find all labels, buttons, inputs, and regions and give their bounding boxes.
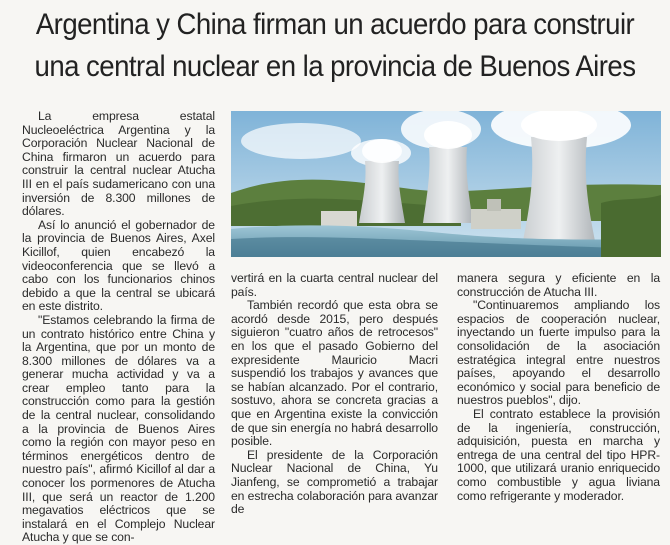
headline-line-1: Argentina y China firman un acuerdo para construir [35, 8, 635, 41]
article-column-3 [457, 272, 660, 503]
article-column-1 [22, 110, 215, 545]
paragraph: El contrato establece la provisión de la ingeniería, construcción, adquisición, puesta en marcha y entrega de una central del tipo HPR-1000, que utilizará uranio enriquecido como combustible y agua liviana como refrigerante y moderador. [457, 406, 660, 503]
paragraph: "Continuaremos ampliando los espacios de cooperación nuclear, inyectando un fuerte impulso para la consolidación de la asociación estratégica integral entre nuestros países, apoyando el desarrollo económico y social para beneficio de nuestros pueblos", dijo. [457, 298, 660, 408]
paragraph: Así lo anunció el gobernador de la provincia de Buenos Aires, Axel Kicillof, quien encabezó la videoconferencia que se llevó a cabo con los funcionarios chinos debido a que la central se ubicará en este distrito. [22, 217, 215, 314]
paragraph: La empresa estatal Nucleoeléctrica Argentina y la Corporación Nuclear Nacional de China firmaron un acuerdo para construir la central nuclear Atucha III en el país sudamericano con una inversión de 8.300 millones de dólares. [22, 109, 215, 219]
paragraph: El presidente de la Corporación Nuclear Nacional de China, Yu Jianfeng, se comprometió a trabajar en estrecha colaboración para avanzar de [231, 447, 439, 517]
paragraph: vertirá en la cuarta central nuclear del país. [231, 271, 438, 299]
paragraph: manera segura y eficiente en la construcción de Atucha III. [457, 271, 660, 299]
power-plant-photo [231, 111, 661, 257]
paragraph: También recordó que esta obra se acordó desde 2015, pero después siguieron "cuatro años de retrocesos" en los que el pasado Gobierno del expresidente Mauricio Macri suspendió los trabajos y avances que se habían alcanzado. Por el contrario, sostuvo, ahora se concreta gracias a que en Argentina existe la convicción de que sin energía no habrá desarrollo posible. [231, 298, 438, 449]
headline-line-2: una central nuclear en la provincia de Buenos Aires [34, 50, 636, 83]
article-headline [27, 4, 643, 88]
power-plant-illustration [231, 111, 661, 257]
article-column-2 [231, 272, 438, 517]
paragraph: "Estamos celebrando la firma de un contrato histórico entre China y la Argentina, que por un monto de 8.300 millones de dólares va a generar mucha actividad y va a crear empleo tanto para la construcción como para la gestión de la central nuclear, consolidando a la provincia de Buenos Aires como la región con mayor peso en términos energéticos dentro de nuestro país", afirmó Kicillof al dar a conocer los pormenores de Atucha III, que será un reactor de 1.200 megavatios eléctricos que se instalará en el Complejo Nuclear Atucha y que se con- [22, 312, 215, 545]
